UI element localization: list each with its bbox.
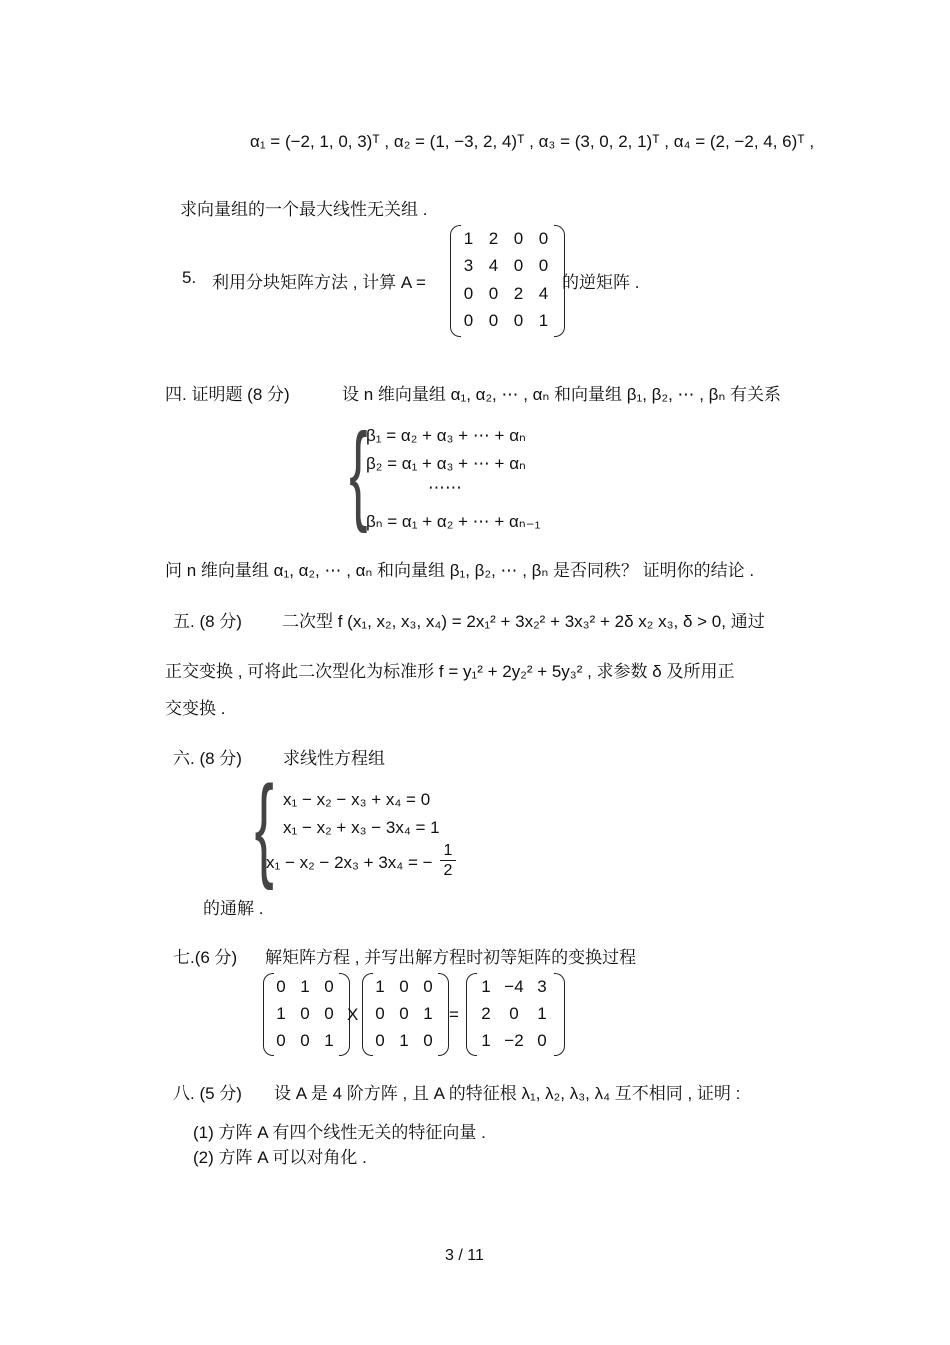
q5-matrix-cell: 0 xyxy=(513,256,524,276)
section4-heading: 四. 证明题 (8 分) xyxy=(165,385,290,404)
m2-cell: 1 xyxy=(423,1003,433,1023)
q5-matrix-cell: 0 xyxy=(513,311,524,331)
m2-cell: 0 xyxy=(423,976,433,996)
section8-item2: (2) 方阵 A 可以对角化 . xyxy=(193,1148,367,1167)
q5-matrix-cell: 0 xyxy=(538,228,549,248)
section5-line2: 正交变换 , 可将此二次型化为标准形 f = y₁² + 2y₂² + 5y₃² , 求参数 δ 及所用正 xyxy=(165,662,735,681)
section5-line3: 交变换 . xyxy=(165,699,226,718)
q5-matrix-cell: 2 xyxy=(488,228,499,248)
m2-cell: 0 xyxy=(423,1030,433,1050)
m3-cell: 1 xyxy=(537,1003,547,1023)
section7-text: 解矩阵方程 , 并写出解方程时初等矩阵的变换过程 xyxy=(265,948,637,967)
section4-ellipsis: ⋯⋯ xyxy=(428,478,462,497)
m2-cell: 0 xyxy=(399,1003,409,1023)
q5-matrix-cell: 0 xyxy=(463,283,474,303)
m1-cell: 0 xyxy=(300,1030,310,1050)
section5-line1: 二次型 f (x₁, x₂, x₃, x₄) = 2x₁² + 3x₂² + 3x₃² + 2δ x₂ x₃, δ > 0, 通过 xyxy=(282,612,765,631)
section6-eq3: x₁ − x₂ − 2x₃ + 3x₄ = − xyxy=(266,853,433,872)
q5-matrix-cell: 1 xyxy=(538,311,549,331)
m2-cell: 0 xyxy=(375,1030,385,1050)
section6-intro: 求线性方程组 xyxy=(283,749,385,768)
m1-cell: 0 xyxy=(276,976,286,996)
q5-label: 5. xyxy=(182,268,197,287)
section6-brace: { xyxy=(254,763,274,891)
m3-cell: 0 xyxy=(537,1030,547,1050)
m3-cell: 1 xyxy=(481,976,491,996)
q5-matrix-cell: 4 xyxy=(488,256,499,276)
q5-suffix: 的逆矩阵 . xyxy=(562,273,640,292)
m2-cell: 0 xyxy=(375,1003,385,1023)
section8-text: 设 A 是 4 阶方阵 , 且 A 的特征根 λ₁, λ₂, λ₃, λ₄ 互不相同 , 证明 : xyxy=(274,1084,741,1103)
m2-cell: 1 xyxy=(375,976,385,996)
section8-heading: 八. (5 分) xyxy=(173,1084,242,1103)
page-number: 3 / 11 xyxy=(445,1247,484,1264)
q5-matrix-cell: 2 xyxy=(513,283,524,303)
m1-cell: 1 xyxy=(276,1003,286,1023)
q5-matrix-cell: 4 xyxy=(538,283,549,303)
section7-matrix-left xyxy=(263,973,347,1055)
m3-cell: 0 xyxy=(509,1003,519,1023)
vector-definitions: α₁ = (−2, 1, 0, 3)ᵀ , α₂ = (1, −3, 2, 4)ᵀ , α₃ = (3, 0, 2, 1)ᵀ , α₄ = (2, −2, 4, 6)ᵀ , xyxy=(250,132,815,151)
q5-matrix xyxy=(450,225,562,335)
m2-cell: 0 xyxy=(399,976,409,996)
section6-tail: 的通解 . xyxy=(203,899,264,918)
m1-cell: 1 xyxy=(324,1030,334,1050)
q4-task: 求向量组的一个最大线性无关组 . xyxy=(180,200,428,219)
section6-eq2: x₁ − x₂ + x₃ − 3x₄ = 1 xyxy=(283,818,440,837)
q5-matrix-cell: 0 xyxy=(538,256,549,276)
section7-matrix-middle xyxy=(362,973,446,1055)
section7-x: X xyxy=(347,1005,359,1024)
q5-matrix-cell: 3 xyxy=(463,256,474,276)
q5-matrix-cell: 0 xyxy=(488,283,499,303)
section6-heading: 六. (8 分) xyxy=(173,749,242,768)
fraction-denominator: 2 xyxy=(443,862,453,879)
m1-cell: 0 xyxy=(300,1003,310,1023)
section4-eq2: β₂ = α₁ + α₃ + ⋯ + αₙ xyxy=(366,454,526,473)
m1-cell: 0 xyxy=(276,1030,286,1050)
section4-question: 问 n 维向量组 α₁, α₂, ⋯ , αₙ 和向量组 β₁, β₂, ⋯ , βₙ 是否同秩？ 证明你的结论 . xyxy=(165,561,755,580)
m1-cell: 0 xyxy=(324,1003,334,1023)
section8-item1: (1) 方阵 A 有四个线性无关的特征向量 . xyxy=(193,1123,486,1142)
m2-cell: 1 xyxy=(399,1030,409,1050)
q5-matrix-cell: 1 xyxy=(463,228,474,248)
section4-brace: { xyxy=(349,411,368,534)
section7-equals: = xyxy=(449,1005,459,1024)
q5-matrix-cell: 0 xyxy=(488,311,499,331)
m3-cell: 1 xyxy=(481,1030,491,1050)
m3-cell: −4 xyxy=(504,976,524,996)
m1-cell: 1 xyxy=(300,976,310,996)
section4-eq1: β₁ = α₂ + α₃ + ⋯ + αₙ xyxy=(366,426,526,445)
m3-cell: 2 xyxy=(481,1003,491,1023)
fraction-numerator: 1 xyxy=(443,842,453,859)
section5-heading: 五. (8 分) xyxy=(173,612,242,631)
section6-fraction xyxy=(440,842,456,881)
section4-eqn: βₙ = α₁ + α₂ + ⋯ + αₙ₋₁ xyxy=(366,512,541,531)
m3-cell: 3 xyxy=(537,976,547,996)
m1-cell: 0 xyxy=(324,976,334,996)
m3-cell: −2 xyxy=(504,1030,524,1050)
section4-intro: 设 n 维向量组 α₁, α₂, ⋯ , αₙ 和向量组 β₁, β₂, ⋯ , βₙ 有关系 xyxy=(342,385,781,404)
section6-eq1: x₁ − x₂ − x₃ + x₄ = 0 xyxy=(283,790,431,809)
q5-matrix-cell: 0 xyxy=(513,228,524,248)
section7-matrix-right xyxy=(466,973,564,1055)
q5-matrix-cell: 0 xyxy=(463,311,474,331)
q5-text: 利用分块矩阵方法 , 计算 A = xyxy=(212,273,426,292)
section7-heading: 七.(6 分) xyxy=(173,948,238,967)
